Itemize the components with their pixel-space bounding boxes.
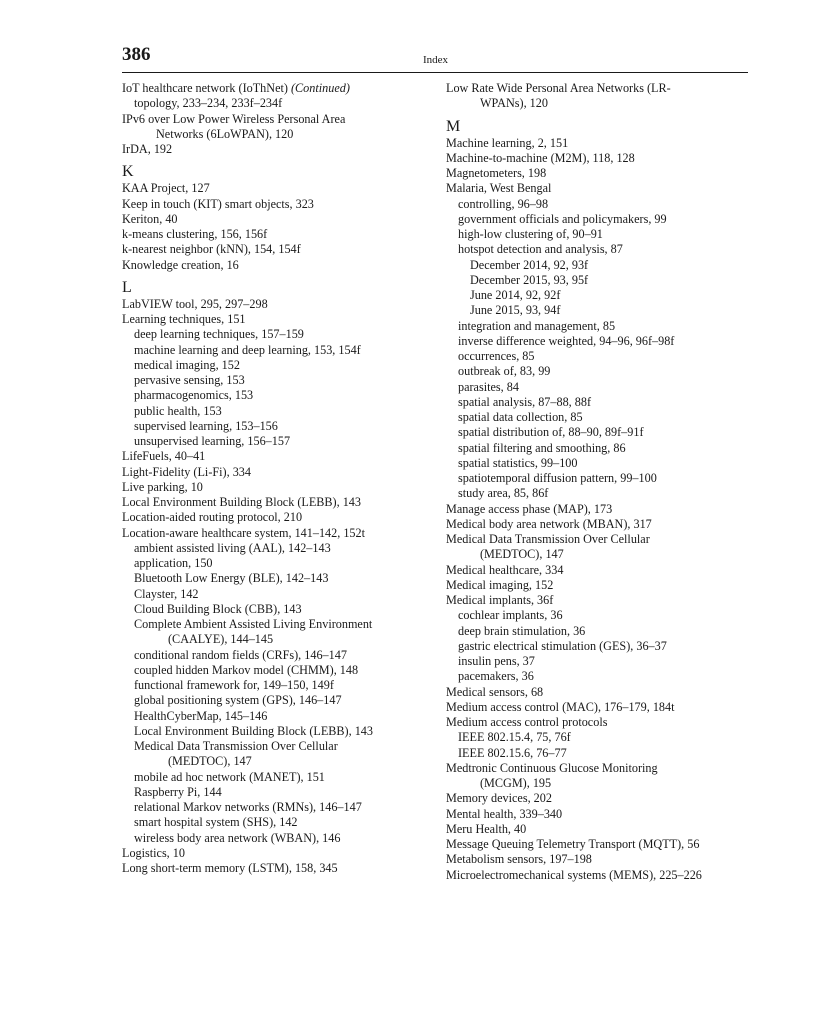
index-subentry: pharmacogenomics, 153 [134, 388, 254, 403]
index-entry: Magnetometers, 198 [446, 166, 547, 180]
index-entry: Malaria, West Bengal [446, 181, 552, 196]
index-subentry: supervised learning, 153–156 [134, 418, 278, 433]
index-entry: Medium access control (MAC), 176–179, 184t [446, 699, 675, 714]
index-subentry: application, 150 [134, 556, 213, 570]
index-entry: Logistics, 10 [122, 845, 185, 860]
index-entry: Medium access control protocols [446, 715, 608, 729]
index-entry: Medical imaging, 152 [446, 577, 554, 592]
index-subentry: spatial statistics, 99–100 [458, 455, 578, 470]
index-entry: KAA Project, 127 [122, 181, 210, 196]
section-letter: L [122, 278, 132, 296]
index-subentry: December 2014, 92, 93f [470, 257, 589, 272]
index-subentry: integration and management, 85 [458, 318, 616, 333]
index-entry: IoT healthcare network (IoThNet) (Continued) [122, 81, 350, 95]
index-subentry: pacemakers, 36 [458, 669, 534, 684]
index-entry: Location-aware healthcare system, 141–142, 152t [122, 525, 365, 540]
index-subentry: relational Markov networks (RMNs), 146–147 [134, 800, 362, 814]
index-subentry: coupled hidden Markov model (CHMM), 148 [134, 662, 359, 677]
index-subentry: IEEE 802.15.6, 76–77 [458, 745, 567, 760]
section-letter: M [446, 117, 461, 135]
index-entry: k-nearest neighbor (kNN), 154, 154f [122, 242, 301, 257]
index-subentry: deep learning techniques, 157–159 [134, 327, 304, 342]
index-entry: LifeFuels, 40–41 [122, 449, 206, 464]
index-entry: IrDA, 192 [122, 142, 173, 156]
index-subentry: machine learning and deep learning, 153, 154f [134, 342, 361, 357]
index-entry-list [122, 181, 432, 273]
index-entry: Memory devices, 202 [446, 791, 552, 806]
index-entry: Local Environment Building Block (LEBB), 143 [122, 495, 361, 509]
index-entry-list [446, 136, 751, 883]
page-number: 386 [122, 44, 151, 65]
index-subentry: Clayster, 142 [134, 586, 199, 601]
index-entry: Light-Fidelity (Li-Fi), 334 [122, 464, 251, 479]
index-subentry: spatiotemporal diffusion pattern, 99–100 [458, 471, 657, 485]
index-subentry: spatial data collection, 85 [458, 410, 583, 424]
index-entry: Keep in touch (KIT) smart objects, 323 [122, 196, 314, 211]
index-subentry: topology, 233–234, 233f–234f [134, 96, 283, 111]
index-subentry: high-low clustering of, 90–91 [458, 227, 603, 241]
index-subentry: conditional random fields (CRFs), 146–147 [134, 647, 347, 662]
index-subentry: HealthCyberMap, 145–146 [134, 708, 268, 723]
index-entry: Mental health, 339–340 [446, 806, 563, 821]
index-subentry: June 2015, 93, 94f [470, 303, 561, 318]
index-subentry: Local Environment Building Block (LEBB), 143 [134, 723, 373, 738]
index-subentry: Medical Data Transmission Over Cellular (MEDTOC), 147 [134, 739, 338, 769]
index-entry: Machine learning, 2, 151 [446, 135, 569, 150]
index-subentry: parasites, 84 [458, 379, 519, 394]
index-entry: Machine-to-machine (M2M), 118, 128 [446, 150, 635, 165]
index-subentry: spatial analysis, 87–88, 88f [458, 394, 592, 409]
index-column-left [122, 81, 432, 876]
index-subentry: hotspot detection and analysis, 87 [458, 242, 623, 257]
index-subentry: functional framework for, 149–150, 149f [134, 678, 334, 692]
index-subentry: controlling, 96–98 [458, 196, 549, 211]
index-entry: Keriton, 40 [122, 211, 178, 226]
index-entry: Metabolism sensors, 197–198 [446, 852, 592, 867]
index-subentry: insulin pens, 37 [458, 654, 535, 668]
section-letter: K [122, 163, 134, 181]
index-subentry: wireless body area network (WBAN), 146 [134, 830, 341, 845]
index-subentry: IEEE 802.15.4, 75, 76f [458, 730, 571, 745]
index-entry: Microelectromechanical systems (MEMS), 225–226 [446, 867, 702, 882]
index-entry: Medical implants, 36f [446, 593, 554, 607]
index-entry: Location-aided routing protocol, 210 [122, 510, 303, 525]
index-subentry: gastric electrical stimulation (GES), 36–37 [458, 638, 667, 653]
index-column-right [446, 81, 751, 883]
index-subentry: December 2015, 93, 95f [470, 272, 589, 287]
header-rule [122, 72, 748, 73]
index-entry: IPv6 over Low Power Wireless Personal Area Networks (6LoWPAN), 120 [122, 111, 346, 141]
index-subentry: Bluetooth Low Energy (BLE), 142–143 [134, 571, 329, 586]
index-entry-list [122, 81, 432, 157]
index-entry: Live parking, 10 [122, 479, 203, 494]
index-subentry: mobile ad hoc network (MANET), 151 [134, 769, 325, 784]
continued-label: (Continued) [290, 81, 350, 95]
index-entry: Manage access phase (MAP), 173 [446, 501, 613, 516]
index-entry: Knowledge creation, 16 [122, 257, 239, 272]
index-subentry: study area, 85, 86f [458, 486, 549, 501]
index-entry: Message Queuing Telemetry Transport (MQTT), 56 [446, 837, 700, 851]
index-entry: Meru Health, 40 [446, 821, 527, 836]
index-subentry: spatial filtering and smoothing, 86 [458, 440, 626, 455]
index-subentry: pervasive sensing, 153 [134, 373, 245, 387]
running-head: Index [423, 54, 449, 66]
index-entry: Long short-term memory (LSTM), 158, 345 [122, 861, 338, 875]
index-subentry: spatial distribution of, 88–90, 89f–91f [458, 425, 644, 440]
index-subentry: public health, 153 [134, 403, 222, 418]
index-subentry: cochlear implants, 36 [458, 608, 563, 623]
index-entry: k-means clustering, 156, 156f [122, 227, 268, 241]
index-subentry: deep brain stimulation, 36 [458, 623, 586, 638]
index-entry-list [122, 297, 432, 877]
index-subentry: global positioning system (GPS), 146–147 [134, 693, 342, 708]
index-entry-list [446, 81, 751, 112]
index-subentry: unsupervised learning, 156–157 [134, 434, 291, 448]
index-subentry: June 2014, 92, 92f [470, 288, 561, 302]
index-subentry: smart hospital system (SHS), 142 [134, 815, 298, 830]
index-entry: Learning techniques, 151 [122, 312, 246, 326]
index-entry: Medical sensors, 68 [446, 684, 544, 699]
index-entry: Medical Data Transmission Over Cellular (MEDTOC), 147 [446, 532, 650, 562]
index-subentry: ambient assisted living (AAL), 142–143 [134, 540, 331, 555]
index-entry: LabVIEW tool, 295, 297–298 [122, 296, 268, 311]
index-subentry: medical imaging, 152 [134, 357, 240, 372]
index-subentry: government officials and policymakers, 99 [458, 211, 667, 226]
index-entry: Low Rate Wide Personal Area Networks (LR- WPANs), 120 [446, 81, 671, 111]
index-subentry: occurrences, 85 [458, 349, 535, 363]
index-subentry: inverse difference weighted, 94–96, 96f–98f [458, 333, 675, 348]
index-entry: Medical healthcare, 334 [446, 562, 564, 577]
index-entry: Medical body area network (MBAN), 317 [446, 516, 652, 531]
index-subentry: Raspberry Pi, 144 [134, 784, 222, 799]
index-entry: Medtronic Continuous Glucose Monitoring (MCGM), 195 [446, 760, 658, 790]
index-subentry: Complete Ambient Assisted Living Environment (CAALYE), 144–145 [134, 617, 373, 647]
index-subentry: Cloud Building Block (CBB), 143 [134, 601, 302, 616]
index-subentry: outbreak of, 83, 99 [458, 364, 551, 379]
